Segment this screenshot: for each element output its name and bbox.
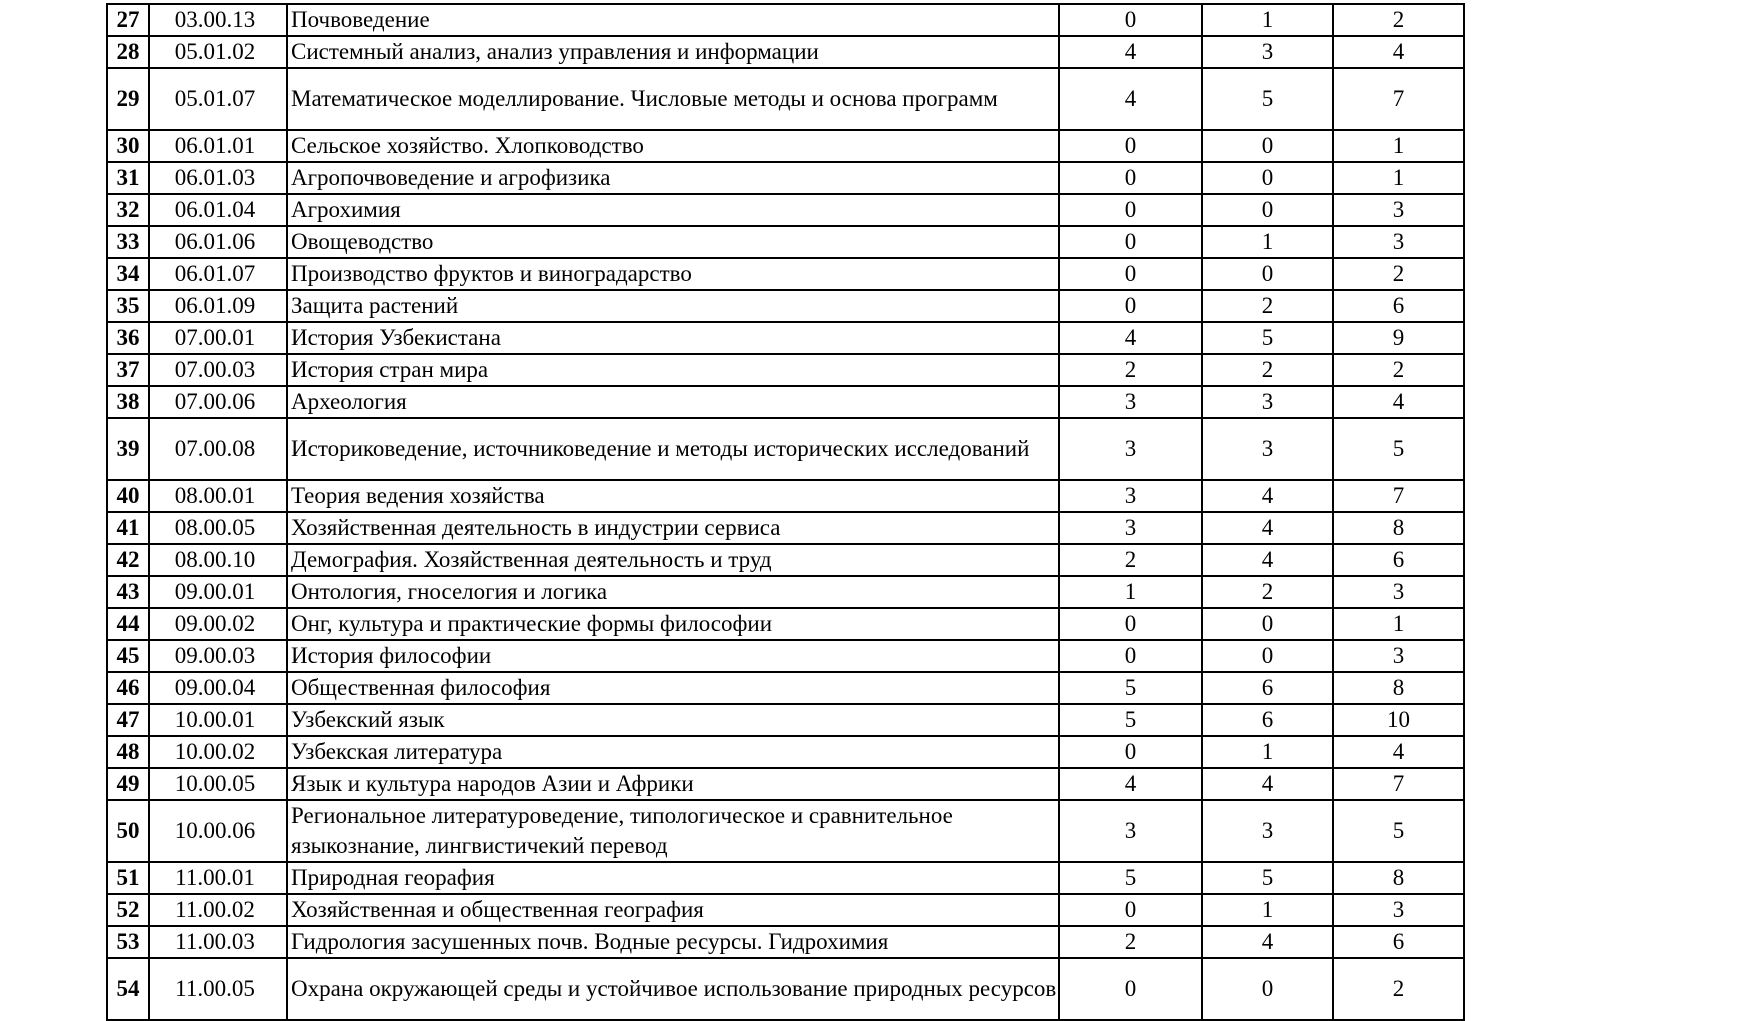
value-col-2: 0 (1202, 958, 1333, 1020)
value-col-3: 8 (1333, 862, 1464, 894)
value-col-1: 0 (1059, 162, 1202, 194)
value-col-3: 7 (1333, 768, 1464, 800)
specialty-code: 11.00.03 (149, 926, 287, 958)
value-col-3: 4 (1333, 736, 1464, 768)
row-number: 38 (107, 386, 149, 418)
specialty-code: 10.00.01 (149, 704, 287, 736)
value-col-1: 4 (1059, 768, 1202, 800)
value-col-1: 5 (1059, 862, 1202, 894)
specialty-name: Узбекский язык (287, 704, 1059, 736)
specialty-code: 08.00.01 (149, 480, 287, 512)
value-col-2: 4 (1202, 480, 1333, 512)
row-number: 50 (107, 800, 149, 862)
value-col-1: 3 (1059, 480, 1202, 512)
specialty-code: 07.00.01 (149, 322, 287, 354)
value-col-1: 2 (1059, 544, 1202, 576)
row-number: 42 (107, 544, 149, 576)
value-col-3: 1 (1333, 130, 1464, 162)
value-col-2: 4 (1202, 926, 1333, 958)
value-col-2: 2 (1202, 354, 1333, 386)
value-col-1: 0 (1059, 640, 1202, 672)
value-col-1: 3 (1059, 418, 1202, 480)
specialty-code: 09.00.04 (149, 672, 287, 704)
value-col-2: 0 (1202, 258, 1333, 290)
value-col-1: 0 (1059, 226, 1202, 258)
value-col-2: 6 (1202, 672, 1333, 704)
specialty-name: Археология (287, 386, 1059, 418)
value-col-2: 4 (1202, 512, 1333, 544)
specialty-code: 11.00.05 (149, 958, 287, 1020)
row-number: 52 (107, 894, 149, 926)
specialty-name: Сельское хозяйство. Хлопководство (287, 130, 1059, 162)
specialty-name: История философии (287, 640, 1059, 672)
specialty-code: 06.01.03 (149, 162, 287, 194)
value-col-3: 3 (1333, 576, 1464, 608)
row-number: 49 (107, 768, 149, 800)
specialty-code: 09.00.03 (149, 640, 287, 672)
value-col-1: 0 (1059, 958, 1202, 1020)
value-col-3: 4 (1333, 386, 1464, 418)
row-number: 51 (107, 862, 149, 894)
value-col-1: 2 (1059, 926, 1202, 958)
table-row (107, 322, 1464, 354)
specialty-name: Защита растений (287, 290, 1059, 322)
specialty-code: 06.01.09 (149, 290, 287, 322)
row-number: 36 (107, 322, 149, 354)
specialty-name: Системный анализ, анализ управления и информации (287, 36, 1059, 68)
value-col-3: 7 (1333, 480, 1464, 512)
value-col-2: 3 (1202, 386, 1333, 418)
specialty-code: 03.00.13 (149, 4, 287, 36)
value-col-3: 6 (1333, 544, 1464, 576)
table-row (107, 68, 1464, 130)
specialty-code: 06.01.06 (149, 226, 287, 258)
table-row (107, 926, 1464, 958)
specialty-code: 10.00.05 (149, 768, 287, 800)
specialty-code: 10.00.02 (149, 736, 287, 768)
table-row (107, 894, 1464, 926)
value-col-2: 3 (1202, 800, 1333, 862)
value-col-3: 1 (1333, 162, 1464, 194)
specialty-name: Агрохимия (287, 194, 1059, 226)
value-col-2: 3 (1202, 36, 1333, 68)
specialty-code: 07.00.06 (149, 386, 287, 418)
value-col-1: 2 (1059, 354, 1202, 386)
table-row (107, 354, 1464, 386)
specialty-name: Природная георафия (287, 862, 1059, 894)
value-col-1: 5 (1059, 704, 1202, 736)
value-col-3: 2 (1333, 354, 1464, 386)
value-col-1: 0 (1059, 894, 1202, 926)
value-col-2: 1 (1202, 736, 1333, 768)
value-col-1: 5 (1059, 672, 1202, 704)
specialty-name: Хозяйственная и общественная география (287, 894, 1059, 926)
row-number: 40 (107, 480, 149, 512)
specialty-name: История стран мира (287, 354, 1059, 386)
table-row (107, 672, 1464, 704)
value-col-2: 1 (1202, 226, 1333, 258)
value-col-1: 0 (1059, 608, 1202, 640)
table-row (107, 162, 1464, 194)
value-col-2: 4 (1202, 768, 1333, 800)
table-row (107, 480, 1464, 512)
specialty-table (106, 3, 1465, 1021)
specialty-name: Общественная философия (287, 672, 1059, 704)
value-col-2: 0 (1202, 194, 1333, 226)
specialty-name: Узбекская литература (287, 736, 1059, 768)
value-col-2: 5 (1202, 68, 1333, 130)
specialty-code: 06.01.07 (149, 258, 287, 290)
row-number: 44 (107, 608, 149, 640)
row-number: 47 (107, 704, 149, 736)
value-col-3: 9 (1333, 322, 1464, 354)
value-col-3: 6 (1333, 290, 1464, 322)
value-col-2: 1 (1202, 894, 1333, 926)
table-row (107, 768, 1464, 800)
row-number: 43 (107, 576, 149, 608)
value-col-2: 6 (1202, 704, 1333, 736)
table-row (107, 4, 1464, 36)
specialty-name: Теория ведения хозяйства (287, 480, 1059, 512)
specialty-name: Демография. Хозяйственная деятельность и труд (287, 544, 1059, 576)
value-col-1: 0 (1059, 736, 1202, 768)
value-col-2: 5 (1202, 862, 1333, 894)
value-col-3: 7 (1333, 68, 1464, 130)
value-col-3: 2 (1333, 258, 1464, 290)
table-row (107, 608, 1464, 640)
table-row (107, 800, 1464, 862)
table-row (107, 386, 1464, 418)
value-col-1: 1 (1059, 576, 1202, 608)
row-number: 45 (107, 640, 149, 672)
row-number: 48 (107, 736, 149, 768)
specialty-name: Историковедение, источниковедение и методы исторических исследований (287, 418, 1059, 480)
specialty-code: 05.01.07 (149, 68, 287, 130)
table-row (107, 736, 1464, 768)
specialty-code: 09.00.02 (149, 608, 287, 640)
table-row (107, 36, 1464, 68)
specialty-name: Овощеводство (287, 226, 1059, 258)
row-number: 46 (107, 672, 149, 704)
specialty-code: 07.00.03 (149, 354, 287, 386)
value-col-3: 10 (1333, 704, 1464, 736)
table-row (107, 418, 1464, 480)
specialty-name: Математическое моделлирование. Числовые методы и основа программ (287, 68, 1059, 130)
row-number: 39 (107, 418, 149, 480)
value-col-3: 3 (1333, 194, 1464, 226)
specialty-code: 06.01.01 (149, 130, 287, 162)
row-number: 53 (107, 926, 149, 958)
value-col-2: 5 (1202, 322, 1333, 354)
row-number: 31 (107, 162, 149, 194)
table-row (107, 226, 1464, 258)
value-col-2: 0 (1202, 608, 1333, 640)
specialty-code: 05.01.02 (149, 36, 287, 68)
value-col-2: 3 (1202, 418, 1333, 480)
table-row (107, 512, 1464, 544)
value-col-1: 3 (1059, 800, 1202, 862)
specialty-code: 07.00.08 (149, 418, 287, 480)
value-col-3: 6 (1333, 926, 1464, 958)
value-col-1: 3 (1059, 512, 1202, 544)
row-number: 41 (107, 512, 149, 544)
row-number: 27 (107, 4, 149, 36)
specialty-name: Производство фруктов и виноградарство (287, 258, 1059, 290)
specialty-name: Онтология, гноселогия и логика (287, 576, 1059, 608)
value-col-1: 4 (1059, 322, 1202, 354)
value-col-1: 3 (1059, 386, 1202, 418)
table-row (107, 958, 1464, 1020)
specialty-code: 08.00.05 (149, 512, 287, 544)
value-col-3: 3 (1333, 226, 1464, 258)
value-col-2: 2 (1202, 290, 1333, 322)
specialty-name: История Узбекистана (287, 322, 1059, 354)
value-col-3: 2 (1333, 958, 1464, 1020)
value-col-1: 0 (1059, 290, 1202, 322)
value-col-2: 1 (1202, 4, 1333, 36)
row-number: 54 (107, 958, 149, 1020)
specialty-code: 08.00.10 (149, 544, 287, 576)
value-col-3: 8 (1333, 512, 1464, 544)
specialty-code: 11.00.02 (149, 894, 287, 926)
value-col-3: 5 (1333, 800, 1464, 862)
specialty-name: Язык и культура народов Азии и Африки (287, 768, 1059, 800)
value-col-3: 2 (1333, 4, 1464, 36)
value-col-1: 0 (1059, 130, 1202, 162)
row-number: 30 (107, 130, 149, 162)
row-number: 33 (107, 226, 149, 258)
table-row (107, 704, 1464, 736)
specialty-code: 10.00.06 (149, 800, 287, 862)
table-row (107, 576, 1464, 608)
value-col-2: 4 (1202, 544, 1333, 576)
value-col-2: 0 (1202, 640, 1333, 672)
value-col-3: 3 (1333, 894, 1464, 926)
value-col-3: 1 (1333, 608, 1464, 640)
value-col-1: 0 (1059, 258, 1202, 290)
value-col-1: 0 (1059, 4, 1202, 36)
specialty-name: Почвоведение (287, 4, 1059, 36)
table-row (107, 194, 1464, 226)
value-col-2: 0 (1202, 162, 1333, 194)
value-col-3: 3 (1333, 640, 1464, 672)
value-col-3: 8 (1333, 672, 1464, 704)
value-col-3: 4 (1333, 36, 1464, 68)
specialty-name: Хозяйственная деятельность в индустрии сервиса (287, 512, 1059, 544)
row-number: 37 (107, 354, 149, 386)
specialty-code: 09.00.01 (149, 576, 287, 608)
table-row (107, 640, 1464, 672)
value-col-2: 0 (1202, 130, 1333, 162)
specialty-name: Агропочвоведение и агрофизика (287, 162, 1059, 194)
value-col-1: 4 (1059, 68, 1202, 130)
row-number: 28 (107, 36, 149, 68)
table-row (107, 258, 1464, 290)
table-body (107, 4, 1464, 1020)
specialty-name: Онг, культура и практические формы философии (287, 608, 1059, 640)
table-row (107, 544, 1464, 576)
specialty-code: 06.01.04 (149, 194, 287, 226)
specialty-name: Региональное литературоведение, типологическое и сравнительное языкознание, лингвистичекий перевод (287, 800, 1059, 862)
specialty-name: Гидрология засушенных почв. Водные ресурсы. Гидрохимия (287, 926, 1059, 958)
value-col-1: 4 (1059, 36, 1202, 68)
row-number: 35 (107, 290, 149, 322)
table-row (107, 290, 1464, 322)
value-col-2: 2 (1202, 576, 1333, 608)
specialty-name: Охрана окружающей среды и устойчивое использование природных ресурсов (287, 958, 1059, 1020)
table-row (107, 130, 1464, 162)
row-number: 32 (107, 194, 149, 226)
row-number: 29 (107, 68, 149, 130)
table-row (107, 862, 1464, 894)
value-col-1: 0 (1059, 194, 1202, 226)
row-number: 34 (107, 258, 149, 290)
specialty-code: 11.00.01 (149, 862, 287, 894)
value-col-3: 5 (1333, 418, 1464, 480)
